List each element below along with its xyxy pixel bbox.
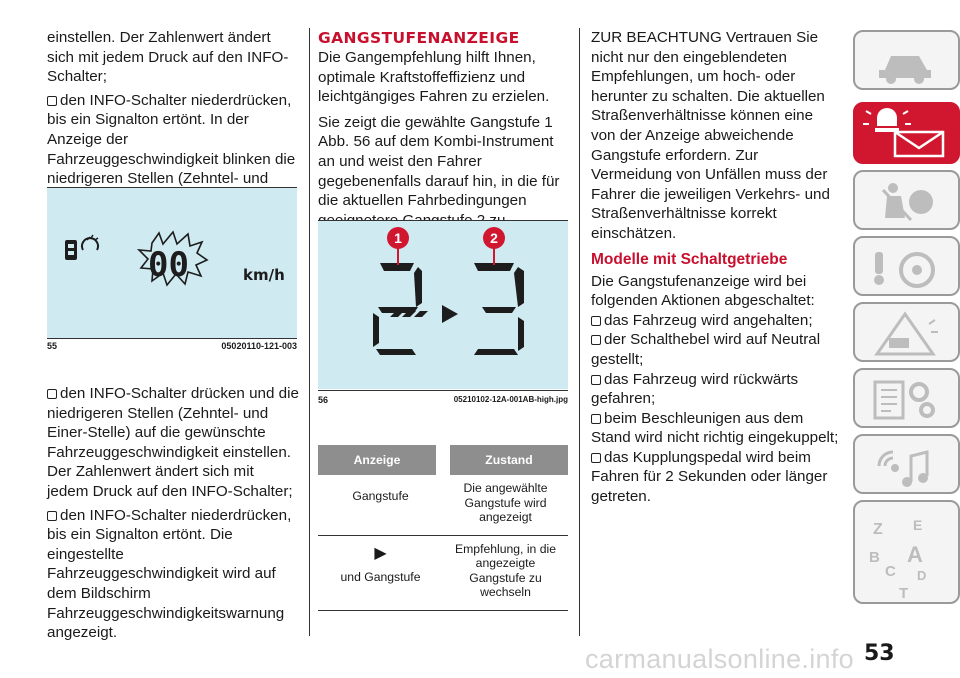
table-cell-anzeige bbox=[318, 535, 443, 610]
gear-display-illustration bbox=[318, 221, 568, 389]
warning-lights-icon bbox=[855, 104, 960, 166]
bullet-square-icon bbox=[591, 375, 601, 385]
table-cell-zustand: Empfehlung, in die angezeigte Gangstufe zu wechseln bbox=[443, 535, 568, 610]
left-bullet-2: den INFO-Schalter drücken und die niedrigeren Stellen (Zehntel- und Einer-Stelle) auf die gewünschte Fahrzeuggeschwindigkeit einstellen. Der Zahlenwert ändert sich mit jedem Druck auf den INFO-Schalter; bbox=[47, 385, 299, 500]
right-intro: Die Gangstufenanzeige wird bei folgenden Aktionen abgeschaltet: bbox=[591, 272, 815, 310]
list-item: das Fahrzeug wird angehalten; bbox=[591, 311, 841, 331]
right-column bbox=[591, 28, 841, 507]
table-header-anzeige: Anzeige bbox=[318, 445, 443, 475]
bullet-square-icon bbox=[591, 335, 601, 345]
speed-digits: 00 bbox=[148, 245, 189, 285]
figure-56-caption bbox=[318, 395, 568, 405]
index-letter: A bbox=[907, 542, 923, 567]
tab-vehicle[interactable] bbox=[853, 30, 960, 90]
speed-display-illustration bbox=[47, 188, 297, 338]
figure-55-bottom-rule bbox=[47, 338, 297, 339]
figure-55-code: 05020110-121-003 bbox=[221, 341, 297, 351]
condition-list bbox=[591, 311, 841, 507]
index-letter: E bbox=[913, 517, 923, 533]
figure-55-number: 55 bbox=[47, 341, 58, 351]
left-column-lower bbox=[47, 384, 299, 647]
breakdown-icon bbox=[855, 304, 960, 364]
callout-2-label: 2 bbox=[490, 230, 498, 246]
bullet-square-icon bbox=[47, 511, 57, 521]
list-item: das Fahrzeug wird rückwärts gefahren; bbox=[591, 370, 799, 408]
car-icon bbox=[855, 32, 960, 92]
table-cell-anzeige: Gangstufe bbox=[318, 475, 443, 535]
table-header-zustand: Zustand bbox=[443, 445, 568, 475]
service-gears-icon bbox=[855, 370, 960, 430]
list-item: beim Beschleunigen aus dem Stand wird nicht richtig eingekuppelt; bbox=[591, 409, 839, 447]
gear-indicator-table bbox=[318, 445, 568, 611]
multimedia-icon bbox=[855, 436, 960, 496]
table-row bbox=[318, 475, 568, 535]
left-bullet-3: den INFO-Schalter niederdrücken, bis ein Signalton ertönt. Die eingestellte Fahrzeuggeschwindigkeit wird auf dem Bildschirm Fahrzeuggeschwindigkeitswarnung angezeigt. bbox=[47, 506, 292, 642]
figure-56-code: 05210102-12A-001AB-high.jpg bbox=[453, 395, 568, 404]
callout-1-marker bbox=[387, 227, 409, 265]
bullet-square-icon bbox=[591, 414, 601, 424]
callout-2-marker bbox=[483, 227, 505, 265]
left-intro-text: einstellen. Der Zahlenwert ändert sich mit jedem Druck auf den INFO-Schalter; bbox=[47, 29, 289, 86]
left-bullet-1: den INFO-Schalter niederdrücken, bis ein Signalton ertönt. In der Anzeige der Fahrzeuggeschwindigkeit blinken die niedrigeren Stellen (Zehntel- und bbox=[47, 91, 296, 188]
figure-55-caption bbox=[47, 341, 297, 351]
airbag-seatbelt-icon bbox=[855, 172, 960, 232]
tab-service[interactable] bbox=[853, 368, 960, 428]
tab-emergency[interactable] bbox=[853, 302, 960, 362]
index-letter: C bbox=[885, 563, 896, 580]
bullet-square-icon bbox=[591, 316, 601, 326]
list-item: der Schalthebel wird auf Neutral gestellt; bbox=[591, 331, 821, 368]
play-triangle-icon: ▶ bbox=[374, 544, 387, 562]
index-letter: T bbox=[899, 585, 909, 602]
figure-55-speed-display bbox=[47, 188, 297, 338]
column-divider-2 bbox=[579, 28, 580, 636]
table-cell-zustand: Die angewählte Gangstufe wird angezeigt bbox=[443, 475, 568, 535]
section-heading: GANGSTUFENANZEIGE bbox=[318, 29, 520, 47]
tab-index[interactable] bbox=[853, 500, 960, 604]
list-item: das Kupplungspedal wird beim Fahren für 2 Sekunden oder länger getreten. bbox=[591, 448, 828, 506]
middle-para-1: Die Gangempfehlung hilft Ihnen, optimale Kraftstoffeffizienz und leichtgängiges Fahren zu erzielen. bbox=[318, 49, 550, 106]
caution-note: ZUR BEACHTUNG Vertrauen Sie nicht nur den eingeblendeten Empfehlungen, um hoch- oder herunter zu schalten. Die aktuellen Straßenverhältnisse können eine von der Anzeige abweichende Gangstufe erfordern. Zur Vermeidung von Unfällen muss der Fahrer die jeweiligen Verkehrs- und Straßenverhältnisse korrekt einschätzen. bbox=[591, 29, 830, 242]
subheading-manual-transmission: Modelle mit Schaltgetriebe bbox=[591, 250, 788, 268]
bullet-square-icon bbox=[47, 96, 57, 106]
digit-right-segments bbox=[474, 263, 524, 355]
table-cell-anzeige-text: und Gangstufe bbox=[340, 569, 421, 584]
figure-56-number: 56 bbox=[318, 395, 329, 405]
figure-56-gear-display bbox=[318, 221, 568, 389]
bullet-square-icon bbox=[591, 453, 601, 463]
index-letters-icon bbox=[855, 502, 960, 606]
page-number: 53 bbox=[864, 641, 895, 666]
speed-unit-label: km/h bbox=[243, 266, 285, 284]
index-letter: D bbox=[917, 568, 927, 583]
column-divider-1 bbox=[309, 28, 310, 636]
middle-para-2: Sie zeigt die gewählte Gangstufe 1 Abb. 56 auf dem Kombi-Instrument an und weist den Fahrer gegebenenfalls darauf hin, in die für die aktuellen Fahrbedingungen bbox=[318, 113, 560, 210]
tab-multimedia[interactable] bbox=[853, 434, 960, 494]
index-letter: B bbox=[869, 549, 880, 566]
watermark-text: carmanualsonline.info bbox=[585, 644, 854, 674]
tab-starting-driving[interactable] bbox=[853, 236, 960, 296]
table-row bbox=[318, 535, 568, 610]
left-column bbox=[47, 28, 297, 212]
tab-safety[interactable] bbox=[853, 170, 960, 230]
callout-1-label: 1 bbox=[394, 230, 402, 246]
recommend-arrow-icon bbox=[442, 305, 458, 323]
tab-warning-lights[interactable] bbox=[853, 102, 960, 164]
digit-left-segments bbox=[373, 263, 422, 355]
index-letter: Z bbox=[873, 521, 883, 538]
figure-56-bottom-rule bbox=[318, 390, 568, 391]
steering-key-icon bbox=[855, 238, 960, 298]
bullet-square-icon bbox=[47, 389, 57, 399]
